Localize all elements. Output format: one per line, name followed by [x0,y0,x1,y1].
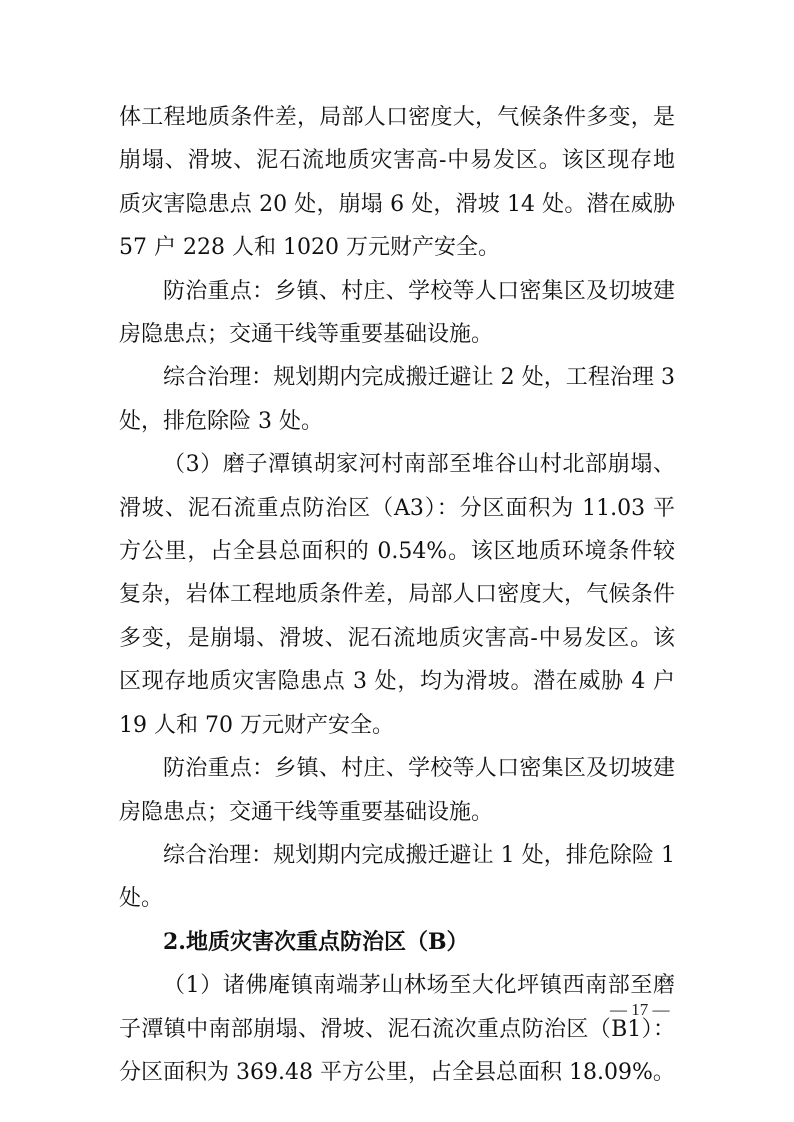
paragraph-zone-a3: （3）磨子潭镇胡家河村南部至堆谷山村北部崩塌、滑坡、泥石流重点防治区（A3）：分区面积为 11.03 平方公里，占全县总面积的 0.54%。该区地质环境条件较复杂，岩体工程地质条件差，局部人口密度大，气候条件多变，是崩塌、滑坡、泥石流地质灾害高-中易发区。该区现存地质灾害隐患点 3 处，均为滑坡。潜在威胁 4 户 19 人和 70 万元财产安全。 [119,452,675,738]
paragraph-zone-b1: （1）诸佛庵镇南端茅山林场至大化坪镇西南部至磨子潭镇中南部崩塌、滑坡、泥石流次重点防治区（B1）：分区面积为 369.48 平方公里，占全县总面积 18.09%。 [119,973,675,1085]
section-heading-b: 2.地质灾害次重点防治区（B） [163,928,469,955]
paragraph-prevention-focus-a3: 防治重点：乡镇、村庄、学校等人口密集区及切坡建房隐患点；交通干线等重要基础设施。 [119,756,675,825]
paragraph-comprehensive-treatment-a3: 综合治理：规划期内完成搬迁避让 1 处，排危除险 1 处。 [119,842,675,912]
page-number: — 17 — [610,1000,670,1019]
paragraph-zone-a2-continued: 体工程地质条件差，局部人口密度大，气候条件多变，是崩塌、滑坡、泥石流地质灾害高-中易发区。该区现存地质灾害隐患点 20 处，崩塌 6 处，滑坡 14 处。潜在威胁 57 户 228 人和 1020 万元财产安全。 [119,105,675,261]
paragraph-comprehensive-treatment-a2: 综合治理：规划期内完成搬迁避让 2 处，工程治理 3 处，排危除险 3 处。 [119,365,675,434]
body-text [119,96,675,1094]
paragraph-prevention-focus-a2: 防治重点：乡镇、村庄、学校等人口密集区及切坡建房隐患点；交通干线等重要基础设施。 [119,278,675,348]
